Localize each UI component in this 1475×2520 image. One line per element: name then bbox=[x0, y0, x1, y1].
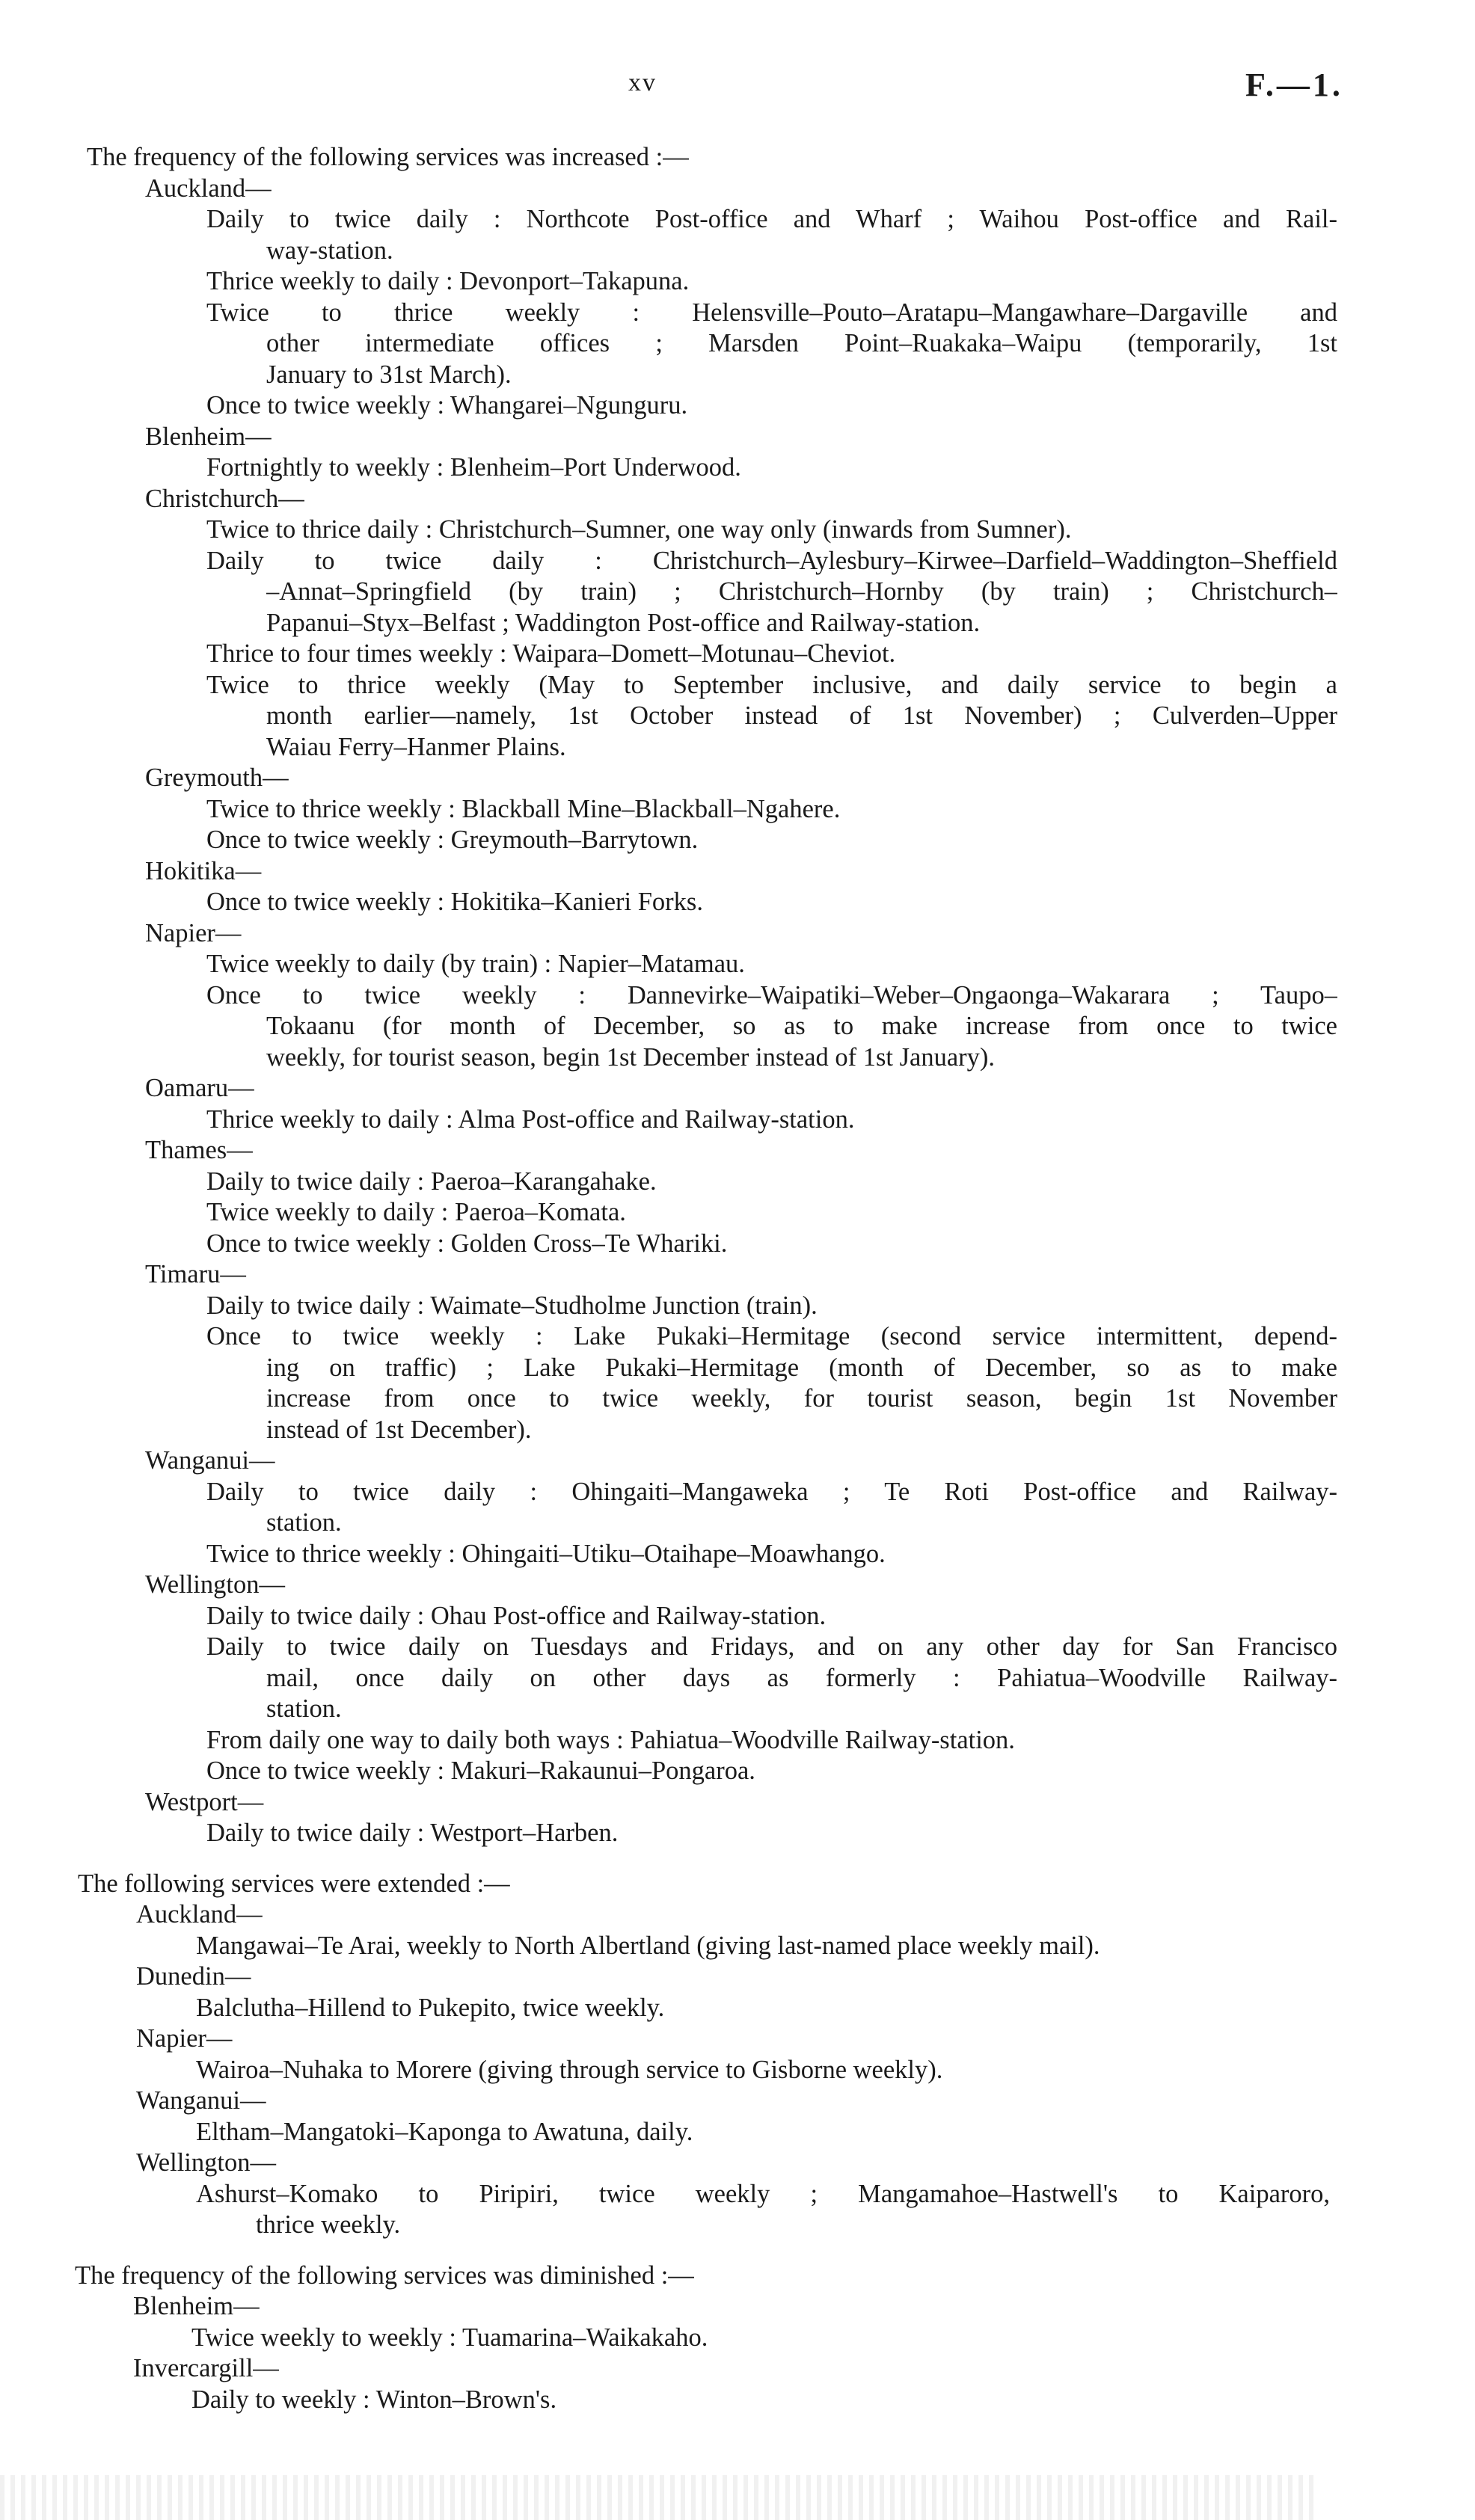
service-entry: Daily to weekly : Winton–Brown's. bbox=[191, 2385, 557, 2414]
district-heading: Auckland— bbox=[136, 1900, 263, 1929]
service-entry: Daily to twice daily on Tuesdays and Fridays, and on any other day for San Francisco bbox=[206, 1632, 1337, 1661]
district-heading: Wellington— bbox=[136, 2148, 276, 2177]
service-continuation: other intermediate offices ; Marsden Point–Ruakaka–Waipu (temporarily, 1st bbox=[266, 329, 1337, 357]
service-continuation: thrice weekly. bbox=[256, 2210, 401, 2239]
district-heading: Napier— bbox=[145, 918, 242, 947]
service-continuation: January to 31st March). bbox=[266, 360, 512, 389]
service-entry: Once to twice weekly : Makuri–Rakaunui–Pongaroa. bbox=[206, 1757, 755, 1785]
service-entry: Daily to twice daily : Christchurch–Aylesbury–Kirwee–Darfield–Waddington–Sheffield bbox=[206, 546, 1337, 575]
district-heading: Timaru— bbox=[145, 1260, 246, 1288]
service-entry: Daily to twice daily : Waimate–Studholme Junction (train). bbox=[206, 1291, 818, 1320]
district-heading: Invercargill— bbox=[133, 2354, 279, 2382]
district-heading: Wanganui— bbox=[136, 2086, 266, 2115]
service-entry: Twice to thrice weekly : Helensville–Pouto–Aratapu–Mangawhare–Dargaville and bbox=[206, 298, 1337, 327]
service-continuation: way-station. bbox=[266, 236, 393, 265]
district-heading: Blenheim— bbox=[145, 422, 272, 451]
service-entry: Balclutha–Hillend to Pukepito, twice weekly. bbox=[196, 1993, 665, 2022]
service-entry: Daily to twice daily : Westport–Harben. bbox=[206, 1819, 619, 1847]
service-continuation: Papanui–Styx–Belfast ; Waddington Post-office and Railway-station. bbox=[266, 608, 981, 637]
section-increased bbox=[0, 142, 1475, 1849]
service-entry: Once to twice weekly : Hokitika–Kanieri Forks. bbox=[206, 888, 703, 916]
faded-bottom-line bbox=[0, 2475, 1316, 2520]
service-entry: Twice weekly to daily (by train) : Napier–Matamau. bbox=[206, 950, 745, 978]
section-diminished bbox=[0, 2261, 1475, 2416]
service-entry: Once to twice weekly : Greymouth–Barrytown. bbox=[206, 826, 699, 854]
district-heading: Wellington— bbox=[145, 1570, 285, 1599]
service-entry: Eltham–Mangatoki–Kaponga to Awatuna, daily. bbox=[196, 2117, 693, 2146]
district-heading: Oamaru— bbox=[145, 1074, 254, 1102]
service-entry: Twice to thrice daily : Christchurch–Sumner, one way only (inwards from Sumner). bbox=[206, 515, 1072, 544]
service-continuation: Tokaanu (for month of December, so as to make increase from once to twice bbox=[266, 1012, 1337, 1040]
service-entry: From daily one way to daily both ways : Pahiatua–Woodville Railway-station. bbox=[206, 1725, 1015, 1754]
district-heading: Auckland— bbox=[145, 173, 272, 203]
service-continuation: mail, once daily on other days as formerly : Pahiatua–Woodville Railway- bbox=[266, 1663, 1337, 1692]
district-heading: Westport— bbox=[145, 1787, 264, 1816]
service-continuation: Waiau Ferry–Hanmer Plains. bbox=[266, 732, 566, 761]
document-body bbox=[0, 142, 1475, 2415]
service-continuation: station. bbox=[266, 1694, 342, 1723]
service-continuation: station. bbox=[266, 1508, 342, 1537]
service-continuation: increase from once to twice weekly, for tourist season, begin 1st November bbox=[266, 1384, 1337, 1413]
district-heading: Napier— bbox=[136, 2024, 233, 2053]
district-heading: Dunedin— bbox=[136, 1962, 251, 1991]
section-heading: The following services were extended :— bbox=[78, 1869, 510, 1898]
service-entry: Thrice weekly to daily : Devonport–Takapuna. bbox=[206, 267, 690, 295]
service-entry: Thrice to four times weekly : Waipara–Domett–Motunau–Cheviot. bbox=[206, 639, 896, 668]
service-entry: Twice to thrice weekly (May to September inclusive, and daily service to begin a bbox=[206, 670, 1337, 699]
service-entry: Daily to twice daily : Ohau Post-office and Railway-station. bbox=[206, 1601, 827, 1630]
service-continuation: weekly, for tourist season, begin 1st December instead of 1st January). bbox=[266, 1042, 996, 1072]
service-entry: Once to twice weekly : Lake Pukaki–Hermitage (second service intermittent, depend- bbox=[206, 1322, 1337, 1350]
district-heading: Thames— bbox=[145, 1136, 253, 1164]
service-entry: Daily to twice daily : Ohingaiti–Mangaweka ; Te Roti Post-office and Railway- bbox=[206, 1477, 1337, 1506]
service-continuation: instead of 1st December). bbox=[266, 1415, 532, 1444]
district-heading: Christchurch— bbox=[145, 484, 304, 513]
page-number: xv bbox=[628, 69, 657, 96]
service-entry: Once to twice weekly : Golden Cross–Te Whariki. bbox=[206, 1229, 728, 1258]
service-continuation: –Annat–Springfield (by train) ; Christchurch–Hornby (by train) ; Christchurch– bbox=[266, 577, 1337, 606]
service-entry: Twice weekly to weekly : Tuamarina–Waikakaho. bbox=[191, 2323, 708, 2352]
service-entry: Twice weekly to daily : Paeroa–Komata. bbox=[206, 1198, 626, 1226]
district-heading: Hokitika— bbox=[145, 856, 262, 885]
service-entry: Mangawai–Te Arai, weekly to North Albertland (giving last-named place weekly mail). bbox=[196, 1931, 1100, 1960]
service-entry: Once to twice weekly : Dannevirke–Waipatiki–Weber–Ongaonga–Wakarara ; Taupo– bbox=[206, 980, 1337, 1009]
service-entry: Daily to twice daily : Paeroa–Karangahake. bbox=[206, 1167, 657, 1196]
service-continuation: ing on traffic) ; Lake Pukaki–Hermitage (month of December, so as to make bbox=[266, 1353, 1337, 1382]
section-heading: The frequency of the following services was diminished :— bbox=[75, 2261, 694, 2290]
district-heading: Blenheim— bbox=[133, 2292, 260, 2320]
service-entry: Wairoa–Nuhaka to Morere (giving through service to Gisborne weekly). bbox=[196, 2055, 943, 2084]
district-heading: Greymouth— bbox=[145, 763, 289, 792]
service-entry: Daily to twice daily : Northcote Post-office and Wharf ; Waihou Post-office and Rail- bbox=[206, 205, 1337, 233]
service-continuation: month earlier—namely, 1st October instead of 1st November) ; Culverden–Upper bbox=[266, 701, 1337, 730]
section-extended bbox=[0, 1869, 1475, 2241]
service-entry: Once to twice weekly : Whangarei–Ngunguru. bbox=[206, 391, 688, 420]
district-heading: Wanganui— bbox=[145, 1446, 275, 1475]
service-entry: Fortnightly to weekly : Blenheim–Port Underwood. bbox=[206, 453, 741, 482]
section-heading: The frequency of the following services was increased :— bbox=[87, 143, 689, 171]
service-entry: Twice to thrice weekly : Blackball Mine–Blackball–Ngahere. bbox=[206, 794, 841, 823]
service-entry: Twice to thrice weekly : Ohingaiti–Utiku–Otaihape–Moawhango. bbox=[206, 1539, 886, 1568]
service-entry: Thrice weekly to daily : Alma Post-office and Railway-station. bbox=[206, 1104, 855, 1134]
document-code: F.—1. bbox=[1245, 67, 1343, 103]
service-entry: Ashurst–Komako to Piripiri, twice weekly ; Mangamahoe–Hastwell's to Kaiparoro, bbox=[196, 2179, 1330, 2208]
